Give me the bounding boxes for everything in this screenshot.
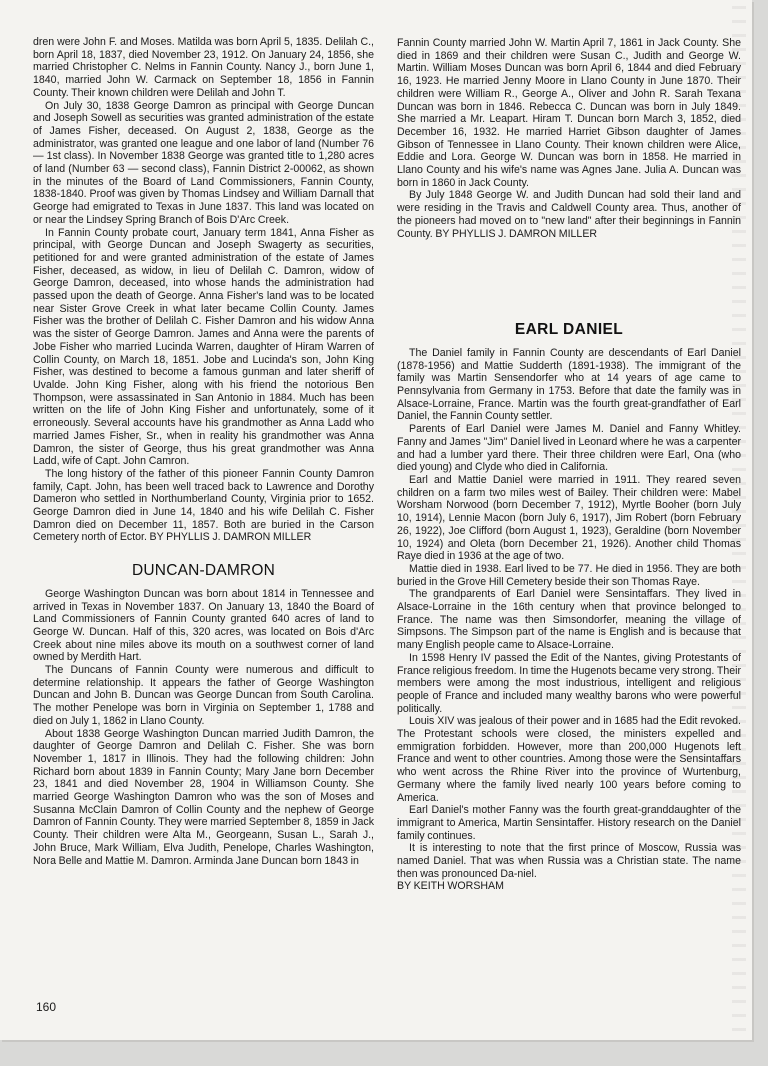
- daniel-paragraph-5: The grandparents of Earl Daniel were Sensintaffars. They lived in Alsace-Lorraine in the 16th century when that province belonged to France. The name was then Simsondorfer, meaning the village of Simpsons. The Simpson part of the name is English and is because that many English people came to Alsace-Lorraine.: [397, 588, 741, 652]
- daniel-paragraph-3: Earl and Mattie Daniel were married in 1911. They reared seven children on a farm two miles west of Bailey. Their children were: Mabel Worsham Norwood (born December 7, 1912), Myrtle Booher (born July 10, 1914), Lennie Macon (born July 6, 1917), Jim Robert (born February 26, 1922), Joe Clifford (born August 1, 1923), Geraldine (born November 10, 1924) and Oleta (born December 21, 1926). Another child Thomas Raye died in 1936 at the age of two.: [397, 473, 741, 563]
- section-heading-duncan-damron: DUNCAN-DAMRON: [132, 562, 275, 580]
- daniel-paragraph-7: Louis XIV was jealous of their power and in 1685 had the Edit revoked. The Protestant schools were closed, the ministers expelled and emmigration forbidden. However, more than 200,000 Hugenots left France and went to other countries. Among those were the Sensintaffars who went across the Rhine River into the province of Wurtenburg, Germany where the family lived nearly 100 years before coming to America.: [397, 715, 741, 804]
- daniel-paragraph-4: Mattie died in 1938. Earl lived to be 77. He died in 1956. They are both buried in the Grove Hill Cemetery beside their son Thomas Raye.: [397, 562, 741, 588]
- left-paragraph-3: In Fannin County probate court, January term 1841, Anna Fisher as principal, with George Duncan and Joseph Swagerty as securities, petitioned for and were granted administration of the estate of James Fisher, deceased, as widow, in lieu of Delilah C. Damron, widow of George Damron, deceased, into whose hands the administration had passed upon the death of George. Anna Fisher's land was to be located near Sister Grove Creek in what later became Collin County. James Fisher was the brother of Delilah C. Fisher Damron and his widow Anna was the sister of George Damron. James and Anna were the parents of Jobe Fisher who married Lucinda Warren, daughter of Hiram Warren of Collin County, on March 18, 1851. Jobe and Lucinda's son, John King Fisher, was destined to become a famous gunman and later sheriff of Uvalde. John King Fisher, along with his friend the notorious Ben Thompson, were assassinated in San Antonio in 1884. Much has been written on the life of John King Fisher and unfortunately, some of it erroneously. Several accounts have his grandmother as Anna Ladd who married James Fisher, Sr., when in reality his grandmother was Anna Damron, the sister of George, thus his great grandmother was Anna Ladd, wife of Capt. John Camron.: [33, 226, 374, 468]
- daniel-paragraph-6: In 1598 Henry IV passed the Edit of the Nantes, giving Protestants of France religious freedom. In time the Hugenots became very strong. Their members were among the most industrious, intelligent and religious people of France and included many wealthy barons who were powerful politically.: [397, 651, 741, 715]
- column-gap: [397, 240, 741, 303]
- section-heading-earl-daniel: EARL DANIEL: [514, 321, 624, 339]
- daniel-paragraph-1: The Daniel family in Fannin County are descendants of Earl Daniel (1878-1956) and Mattie Sudderth (1891-1938). The immigrant of the family was Martin Sensendorfer who at 14 years of age came to Pennsylvania from Germany in 1753. Before that date the family was in Alsace-Lorraine, France. Martin was the fourth great-grandfather of Earl Daniel, the Fannin County settler.: [397, 346, 741, 423]
- right-column: [397, 37, 741, 893]
- left-column: [33, 36, 374, 867]
- left-paragraph-2: On July 30, 1838 George Damron as principal with George Duncan and Joseph Sowell as securities was granted administration of the estate of James Fisher, deceased. On August 2, 1838, George as the administrator, was granted one league and one labor of land (Number 76 — 1st class). In November 1838 George was granted title to 1,280 acres of land (Number 63 — second class), Fannin District 2-00062, as shown in the minutes of the Board of Land Commissioners, Fannin County, 1838-1840. Proof was given by Thomas Lindsey and William Darnall that George had emigrated to Texas in June 1837. This land was located on or near the Lindsey Spring Branch of Bois D'Arc Creek.: [33, 99, 374, 226]
- duncan-paragraph-3: About 1838 George Washington Duncan married Judith Damron, the daughter of George Damron and Delilah C. Fisher. She was born November 1, 1817 in Illinois. They had the following children: John Richard born about 1839 in Fannin County; Mary Jane born December 23, 1841 and died November 28, 1904 in Williamson County. She married George Washington Damron who was the son of Moses and Susanna McClain Damron of Collin County and the nephew of George Damron of Fannin County. They were married September 8, 1859 in Jack County. Their children were Alta M., Georgeann, Susan L., Sarah J., John Bruce, Mark William, Elva Judith, Penelope, Charles Washington, Nora Belle and Mattie M. Damron. Arminda Jane Duncan born 1843 in: [33, 727, 374, 867]
- right-paragraph-2: By July 1848 George W. and Judith Duncan had sold their land and were residing in the Travis and Caldwell County area. Thus, another of the pioneers had moved on to "new land" after their beginnings in Fannin County. BY PHYLLIS J. DAMRON MILLER: [397, 189, 741, 240]
- page-number: 160: [36, 1000, 57, 1014]
- left-paragraph-4: The long history of the father of this pioneer Fannin County Damron family, Capt. John, has been well traced back to Lawrence and Dorothy Dameron who settled in Northumberland County, Virginia prior to 1652. George Damron died in June 14, 1840 and his wife Delilah C. Fisher Damron died on December 11, 1857. Both are buried in the Carson Cemetery north of Ector. BY PHYLLIS J. DAMRON MILLER: [33, 467, 374, 544]
- daniel-paragraph-9: It is interesting to note that the first prince of Moscow, Russia was named Daniel. That was when Russia was a Christian state. The name then was pronounced Da-niel.: [397, 842, 741, 880]
- daniel-byline: BY KEITH WORSHAM: [397, 880, 504, 893]
- left-paragraph-1: dren were John F. and Moses. Matilda was born April 5, 1835. Delilah C., born April 18, 1837, died November 23, 1912. On January 24, 1856, she married Christopher C. Nelms in Fannin County. Nancy J., born June 1, 1840, married John W. Carmack on September 18, 1856 in Fannin County. Their known children were Delilah and John T.: [33, 36, 374, 99]
- daniel-paragraph-8: Earl Daniel's mother Fanny was the fourth great-granddaughter of the immigrant to America, Martin Sensintaffer. History research on the Daniel family continues.: [397, 804, 741, 842]
- duncan-paragraph-2: The Duncans of Fannin County were numerous and difficult to determine relationship. It appears the father of George Washington Duncan and John B. Duncan was George Duncan from South Carolina. The mother Penelope was born in Virginia on September 1, 1788 and died on July 1, 1862 in Llano County.: [33, 664, 374, 727]
- daniel-paragraph-2: Parents of Earl Daniel were James M. Daniel and Fanny Whitley. Fanny and James "Jim" Daniel lived in Leonard where he was a carpenter and had a lumber yard there. Their three children were Earl, Ona (who died young) and Clyde who died in California.: [397, 423, 741, 474]
- right-paragraph-1: Fannin County married John W. Martin April 7, 1861 in Jack County. She died in 1869 and their children were Susan C., Judith and George W. Martin. William Moses Duncan was born April 6, 1844 and died February 16, 1923. He married Jenny Moore in Llano County in June 1870. Their children were William R., George A., Oliver and John R. Sarah Texana Duncan was born in 1846. Rebecca C. Duncan was born in July 1849. She married a Mr. Leapart. Hiram T. Duncan born March 3, 1852, died December 16, 1932. He married Harriet Gibson daughter of James Gibson of Tennessee in Llano County. Their known children were Alice, Eddie and Lora. George W. Duncan was born in 1858. He married in Llano County and his wife's name was Agnes Jane. Julia A. Duncan was born in 1860 in Jack County.: [397, 37, 741, 189]
- duncan-paragraph-1: George Washington Duncan was born about 1814 in Tennessee and arrived in Texas in November 1837. On January 13, 1840 the Board of Land Commissioners of Fannin County granted 640 acres of land to George W. Duncan. Half of this, 320 acres, was located on Bois d'Arc Creek about nine miles above its mouth on a southwest corner of land owned by Merdith Hart.: [33, 587, 374, 664]
